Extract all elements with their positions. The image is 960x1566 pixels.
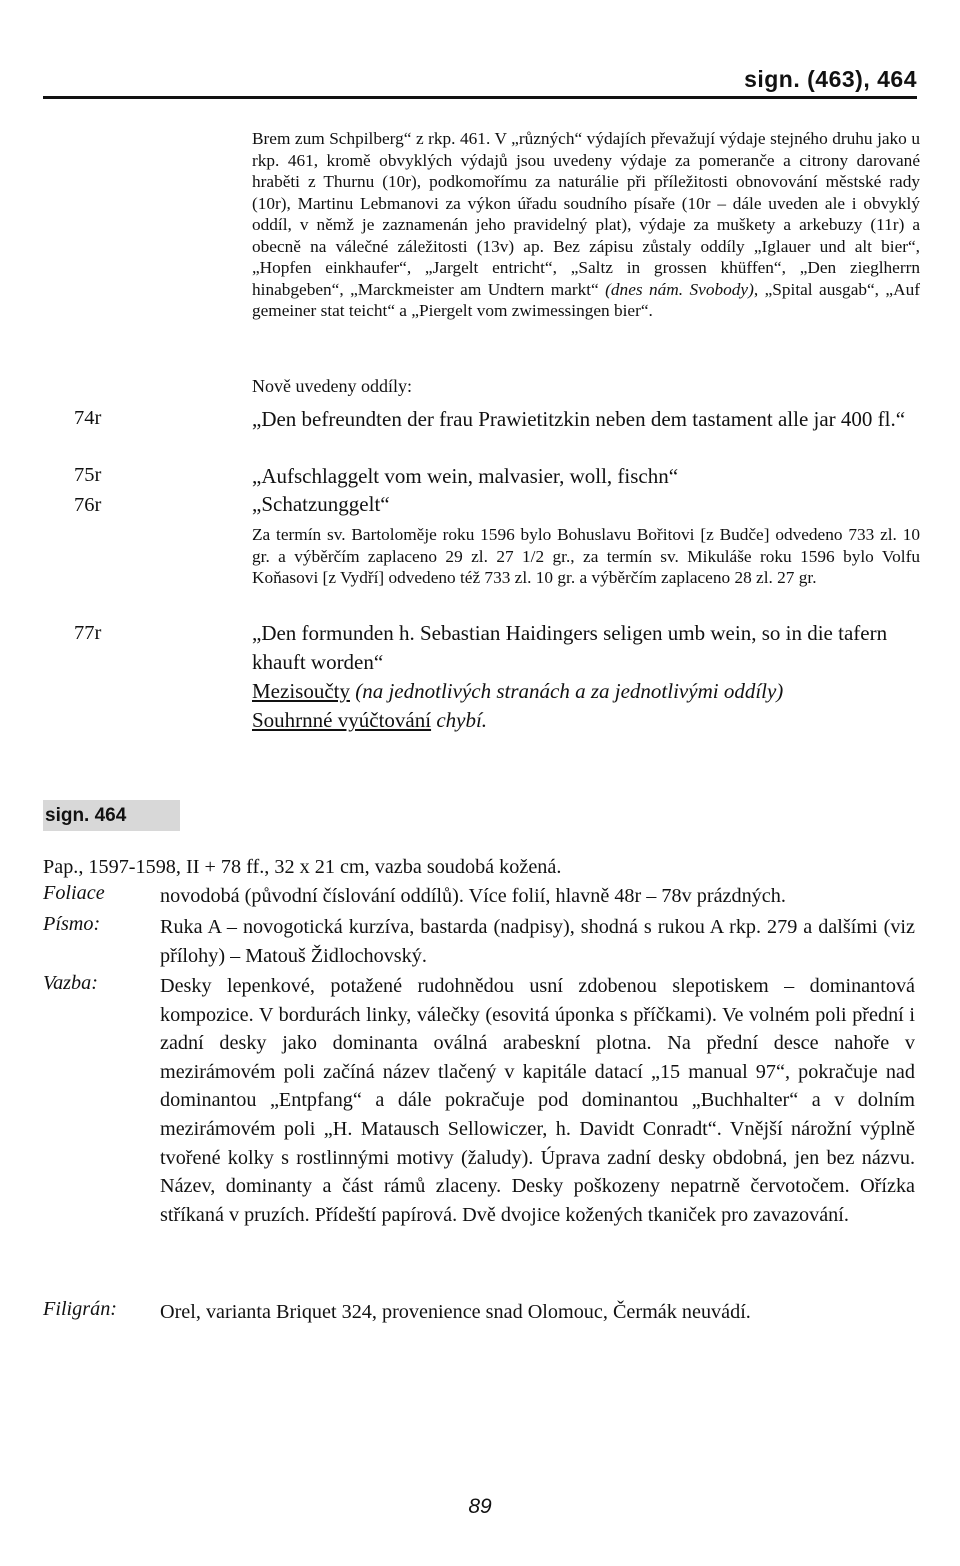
section-entry: „Schatzunggelt“ (252, 492, 390, 516)
summary-label: Souhrnné vyúčtování (252, 708, 432, 732)
header-rule (43, 96, 917, 99)
new-sections-label: Nově uvedeny oddíly: (252, 376, 412, 396)
signature-badge: sign. 464 (43, 800, 180, 831)
field-text: novodobá (původní číslování oddílů). Více folií, hlavně 48r – 78v prázdných. (160, 885, 786, 907)
subtotals-note: (na jednotlivých stranách a za jednotlivými oddíly) (349, 679, 784, 703)
field-term: Foliace (43, 882, 105, 904)
running-title: sign. (463), 464 (744, 66, 917, 92)
physical-description: Pap., 1597-1598, II + 78 ff., 32 x 21 cm, vazba soudobá kožená. (43, 856, 562, 878)
folio-number: 77r (74, 622, 102, 644)
section-entry: „Aufschlaggelt vom wein, malvasier, woll, fischn“ (252, 464, 679, 488)
folio-number: 76r (74, 494, 102, 516)
summary-line (252, 706, 920, 735)
description-paragraph (252, 128, 920, 322)
description-text-a: Brem zum Schpilberg“ z rkp. 461. V „různých“ výdajích převažují výdaje stejného druhu jako u rkp. 461, kromě obvyklých výdajů jsou uvedeny výdaje za pomeranče a citrony darované hraběti z Thurnu (10r), podkomořímu za naturálie při příležitosti obnovování městské rady (10r), Martinu Lebmanovi za výkon úřadu soudního písaře (10r – dále uveden ale i obvyklý oddíl, v němž je zaznamenán jeho pravidelný plat), výdaje za muškety a arkebuzy (11r) a obecně na válečné záležitosti (13v) ap. Bez zápisu zůstaly oddíly „Iglauer und alt bier“, „Hopfen einkhaufer“, „Jargelt entricht“, „Saltz in grossen khüffen“, „Den zieglherrn hinabgeben“, „Marckmeister am Undtern markt“ (252, 129, 920, 299)
subtotals-line (252, 677, 920, 706)
field-text: Orel, varianta Briquet 324, provenience snad Olomouc, Čermák neuvádí. (160, 1301, 751, 1323)
description-text-italic: (dnes nám. Svobody) (598, 279, 754, 299)
subtotals-label: Mezisoučty (252, 679, 350, 703)
section-entry: „Den formunden h. Sebastian Haidingers seligen umb wein, so in die tafern khauft worden“ (252, 621, 888, 674)
folio-number: 74r (74, 407, 102, 429)
field-term: Vazba: (43, 972, 98, 994)
page-number: 89 (468, 1495, 492, 1518)
field-term: Písmo: (43, 913, 101, 935)
description-text-c: , „Spital ausgab“, „Auf gemeiner stat teicht“ a „Piergelt vom zwimessingen bier“. (252, 279, 920, 320)
field-term: Filigrán: (43, 1298, 118, 1320)
field-text: Desky lepenkové, potažené rudohnědou usní zdobenou slepotiskem – dominantová kompozice. V bordurách linky, válečky (esovitá úponka s příčkami). Ve volném poli přední i zadní desky jako dominanta oválná arabeskní plotna. Na přední desce nahoře v mezirámovém poli začíná název tlačený v kapitále datací „15 manual 97“, pokračuje nad dominantou „Entpfang“ a dále pokračuje pod dominantou „Buchhalter“ a v dolním mezirámovém poli „H. Matausch Sellowiczer, h. Davidt Conradt“. Vnější nárožní výplně tvořené kolky s rostlinnými motivy (žaludy). Úprava zadní desky obdobná, jen bez názvu. Název, dominanty a část rámů zlaceny. Desky poškozeny nepatrně červotočem. Ořízka stříkaná v pruzích. Přídeští papírová. Dvě dvojice kožených tkaniček pro zavazování. (160, 975, 915, 1226)
payment-note: Za termín sv. Bartoloměje roku 1596 bylo Bohuslavu Bořitovi [z Budče] odvedeno 733 zl. 10 gr. a výběrčím zaplaceno 29 zl. 27 1/2 gr., za termín sv. Mikuláše roku 1596 bylo Volfu Koňasovi [z Vydří] odvedeno též 733 zl. 10 gr. a výběrčím zaplaceno 28 zl. 27 gr. (252, 525, 920, 587)
section-entry: „Den befreundten der frau Prawietitzkin neben dem tastament alle jar 400 fl.“ (252, 407, 906, 431)
summary-note: chybí. (431, 708, 488, 732)
folio-number: 75r (74, 464, 102, 486)
field-text: Ruka A – novogotická kurzíva, bastarda (nadpisy), shodná s rukou A rkp. 279 a dalšími (viz přílohy) – Matouš Židlochovský. (160, 916, 915, 967)
